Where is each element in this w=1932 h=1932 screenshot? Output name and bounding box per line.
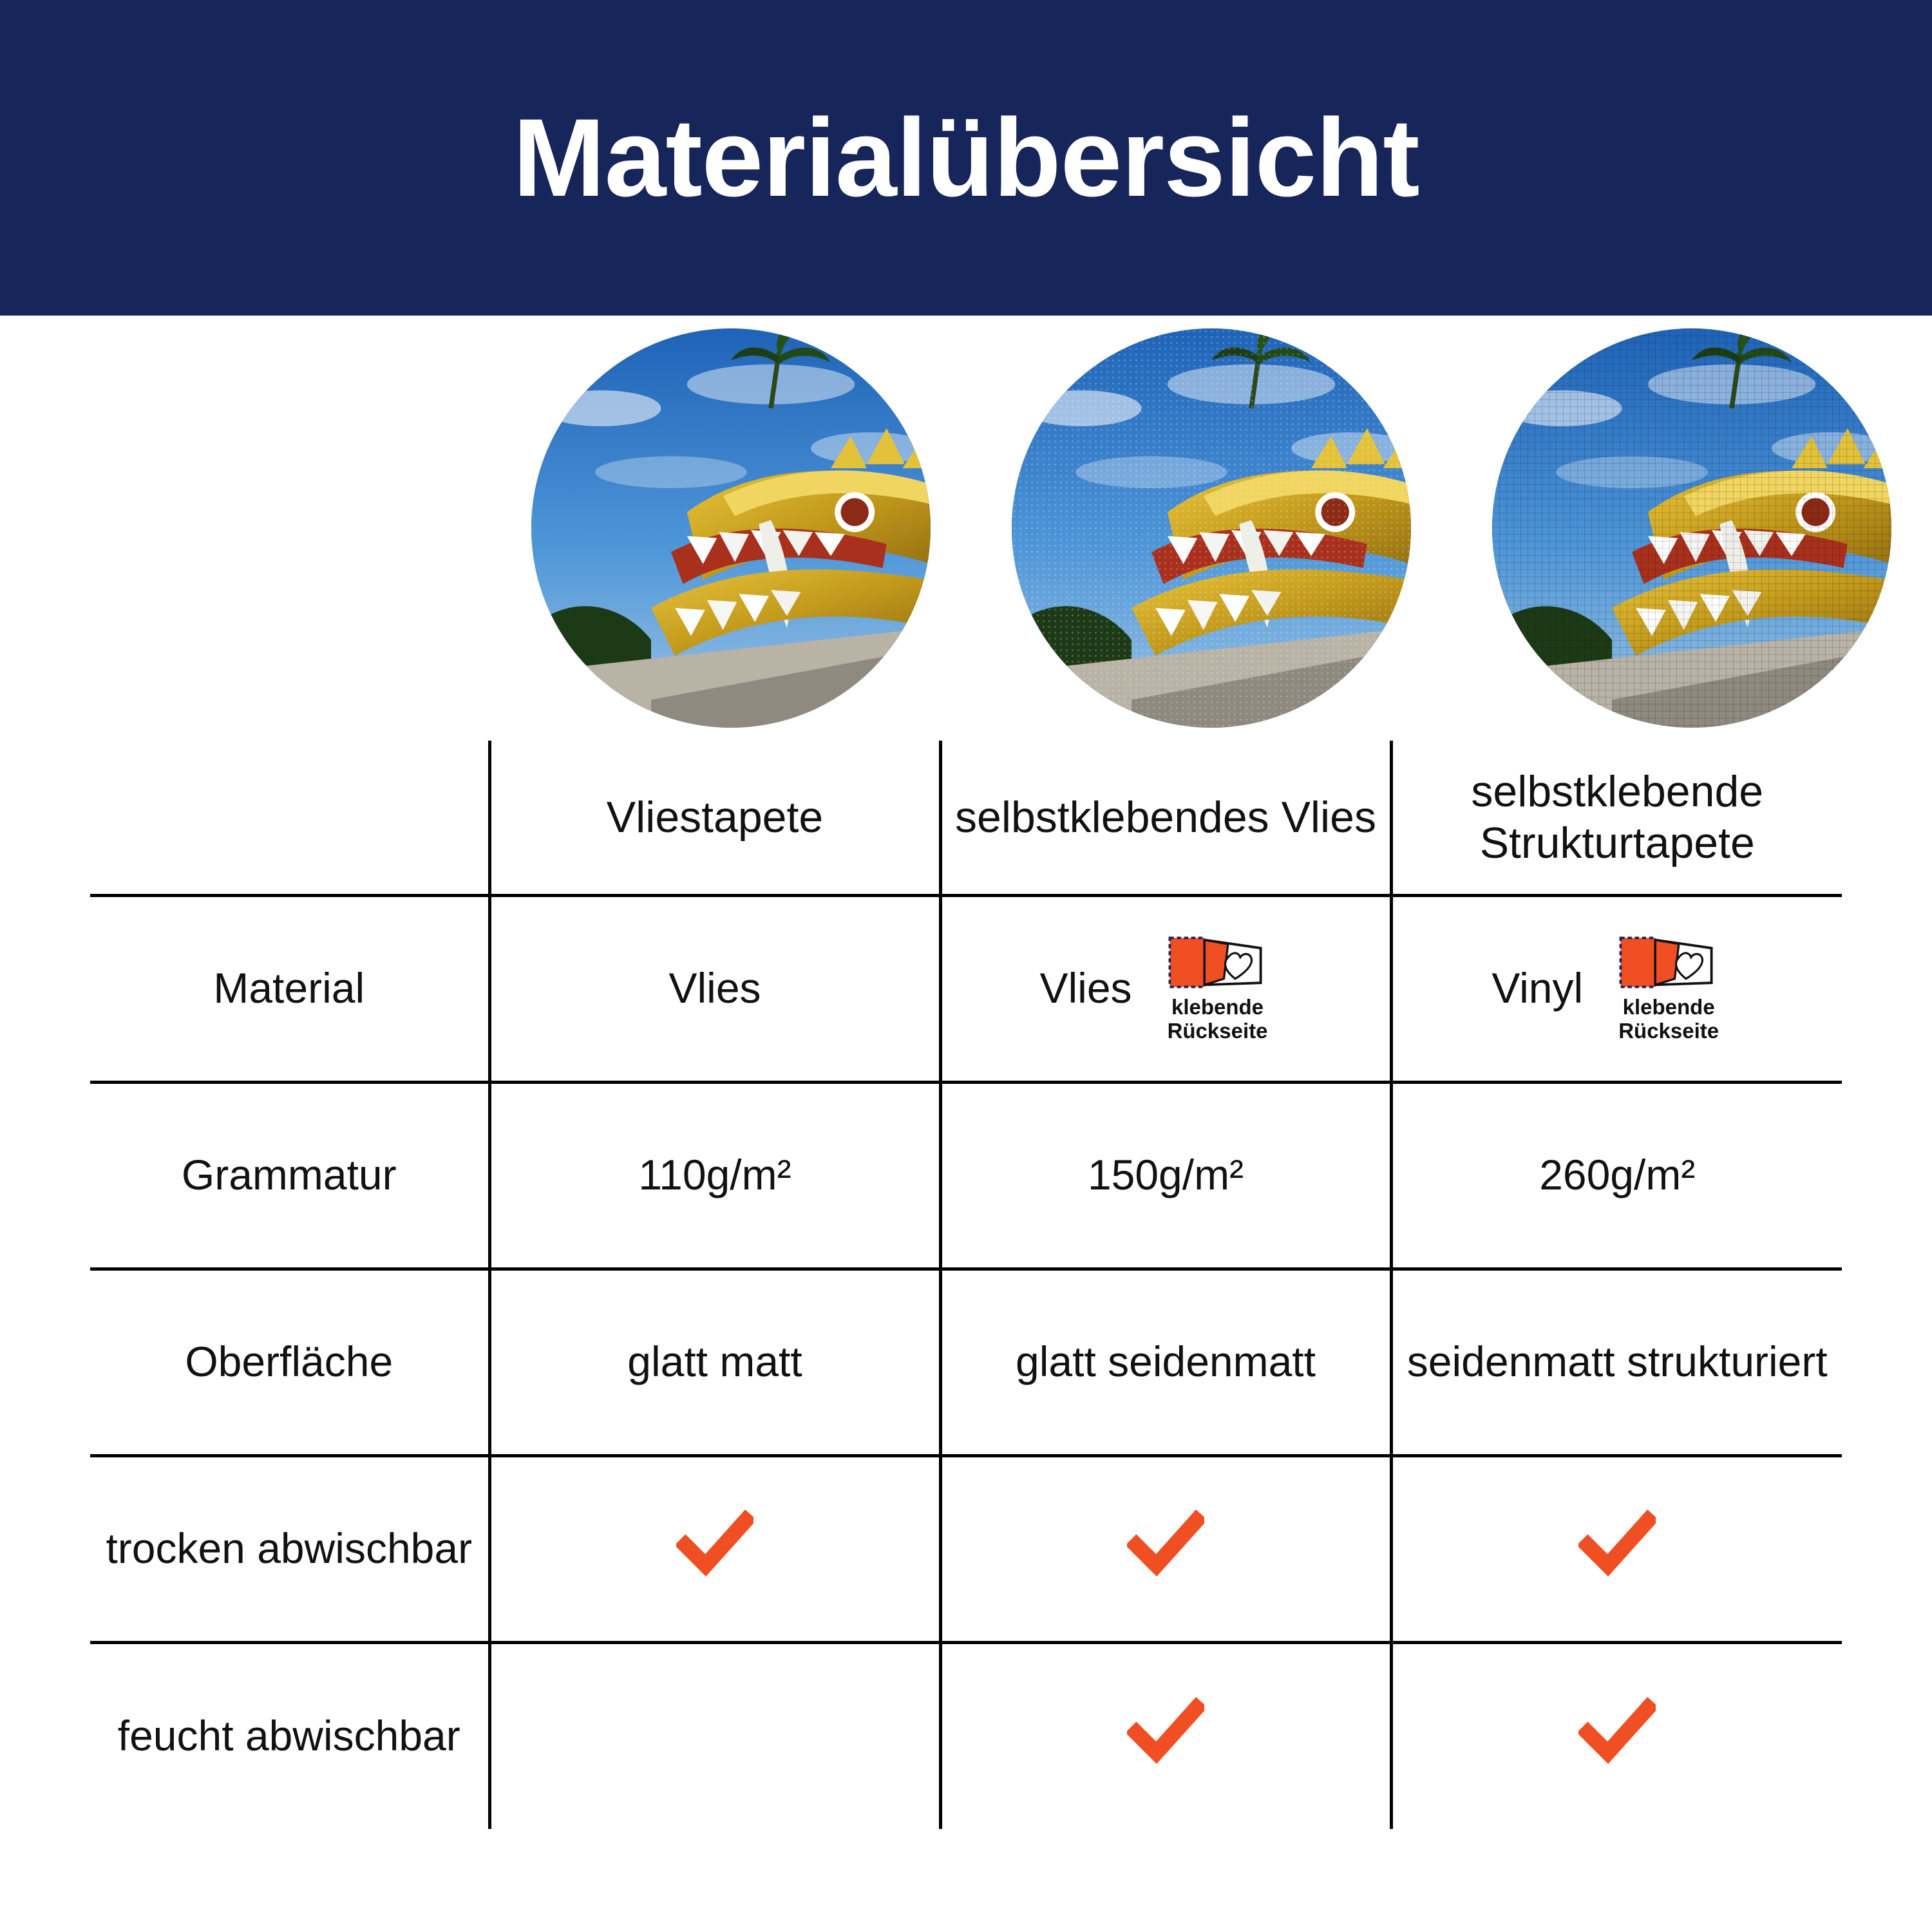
product-preview-image-1 bbox=[531, 328, 931, 728]
dragon-photo-svg bbox=[1492, 328, 1891, 728]
peel-sticker-icon-svg bbox=[1617, 934, 1720, 993]
thumbnail-cell-selbstklebende-strukturtapete bbox=[1452, 316, 1932, 741]
cell-material-vliestapete bbox=[489, 895, 940, 1082]
cell-grammatur-selbstklebendes-vlies: 150g/m² bbox=[940, 1082, 1391, 1269]
checkmark-icon bbox=[1578, 1692, 1656, 1770]
badge-label-line2: Rückseite bbox=[1167, 1019, 1268, 1043]
dragon-photo-svg bbox=[1012, 328, 1411, 728]
cell-feucht-vliestapete bbox=[489, 1642, 940, 1829]
cell-trocken-selbstklebendes-vlies bbox=[940, 1455, 1391, 1642]
cell-material-selbstklebendes-vlies bbox=[940, 895, 1391, 1082]
cell-material-strukturtapete bbox=[1391, 895, 1842, 1082]
row-label-oberflaeche: Oberfläche bbox=[90, 1269, 489, 1455]
badge-label-line1: klebende bbox=[1171, 995, 1264, 1019]
checkmark-icon bbox=[676, 1505, 753, 1582]
header-band bbox=[0, 0, 1932, 316]
badge-label-line2: Rückseite bbox=[1618, 1019, 1719, 1043]
row-label-trocken-abwischbar: trocken abwischbar bbox=[90, 1455, 489, 1642]
cell-text: Vlies bbox=[668, 964, 761, 1012]
material-comparison-table-wrap bbox=[0, 741, 1932, 1829]
cell-text: Vlies bbox=[1039, 964, 1132, 1012]
cell-oberflaeche-strukturtapete: seidenmatt strukturiert bbox=[1391, 1269, 1842, 1455]
cell-feucht-selbstklebendes-vlies bbox=[940, 1642, 1391, 1829]
dragon-photo-svg bbox=[531, 328, 931, 728]
checkmark-icon bbox=[1127, 1505, 1204, 1582]
product-preview-image-3 bbox=[1492, 328, 1891, 728]
table-corner-cell bbox=[90, 741, 489, 895]
thumbnail-row-spacer bbox=[0, 316, 491, 741]
peel-sticker-icon-svg bbox=[1166, 934, 1269, 993]
adhesive-back-badge bbox=[1144, 934, 1292, 1043]
table-row bbox=[90, 1455, 1842, 1642]
table-row bbox=[90, 1269, 1842, 1455]
cell-trocken-vliestapete bbox=[489, 1455, 940, 1642]
checkmark-icon bbox=[1578, 1505, 1656, 1582]
cell-text: Vinyl bbox=[1492, 964, 1584, 1012]
thumbnail-cell-vliestapete bbox=[491, 316, 971, 741]
page-title: Materialübersicht bbox=[513, 96, 1419, 220]
cell-trocken-strukturtapete bbox=[1391, 1455, 1842, 1642]
cell-grammatur-strukturtapete: 260g/m² bbox=[1391, 1082, 1842, 1269]
table-row bbox=[90, 895, 1842, 1082]
thumbnail-cell-selbstklebendes-vlies bbox=[971, 316, 1452, 741]
table-row bbox=[90, 1642, 1842, 1829]
table-row bbox=[90, 1082, 1842, 1269]
row-label-material: Material bbox=[90, 895, 489, 1082]
cell-feucht-strukturtapete bbox=[1391, 1642, 1842, 1829]
thumbnail-row bbox=[0, 316, 1932, 741]
badge-label bbox=[1618, 996, 1719, 1043]
adhesive-back-badge bbox=[1595, 934, 1743, 1043]
checkmark-icon bbox=[1127, 1692, 1204, 1770]
klebende-rueckseite-icon bbox=[1166, 934, 1269, 993]
badge-label bbox=[1168, 996, 1268, 1043]
row-label-feucht-abwischbar: feucht abwischbar bbox=[117, 1712, 460, 1760]
row-label-grammatur: Grammatur bbox=[90, 1082, 489, 1269]
cell-oberflaeche-vliestapete: glatt matt bbox=[489, 1269, 940, 1455]
cell-grammatur-vliestapete: 110g/m² bbox=[489, 1082, 940, 1269]
klebende-rueckseite-icon bbox=[1617, 934, 1720, 993]
column-header-2: selbstklebendes Vlies bbox=[940, 741, 1391, 895]
cell-oberflaeche-selbstklebendes-vlies: glatt seidenmatt bbox=[940, 1269, 1391, 1455]
product-preview-image-2 bbox=[1012, 328, 1411, 728]
material-comparison-table bbox=[90, 741, 1842, 1829]
badge-label-line1: klebende bbox=[1622, 995, 1715, 1019]
column-header-3: selbstklebende Strukturtapete bbox=[1391, 741, 1842, 895]
table-header-row bbox=[90, 741, 1842, 895]
column-header-1: Vliestapete bbox=[489, 741, 940, 895]
